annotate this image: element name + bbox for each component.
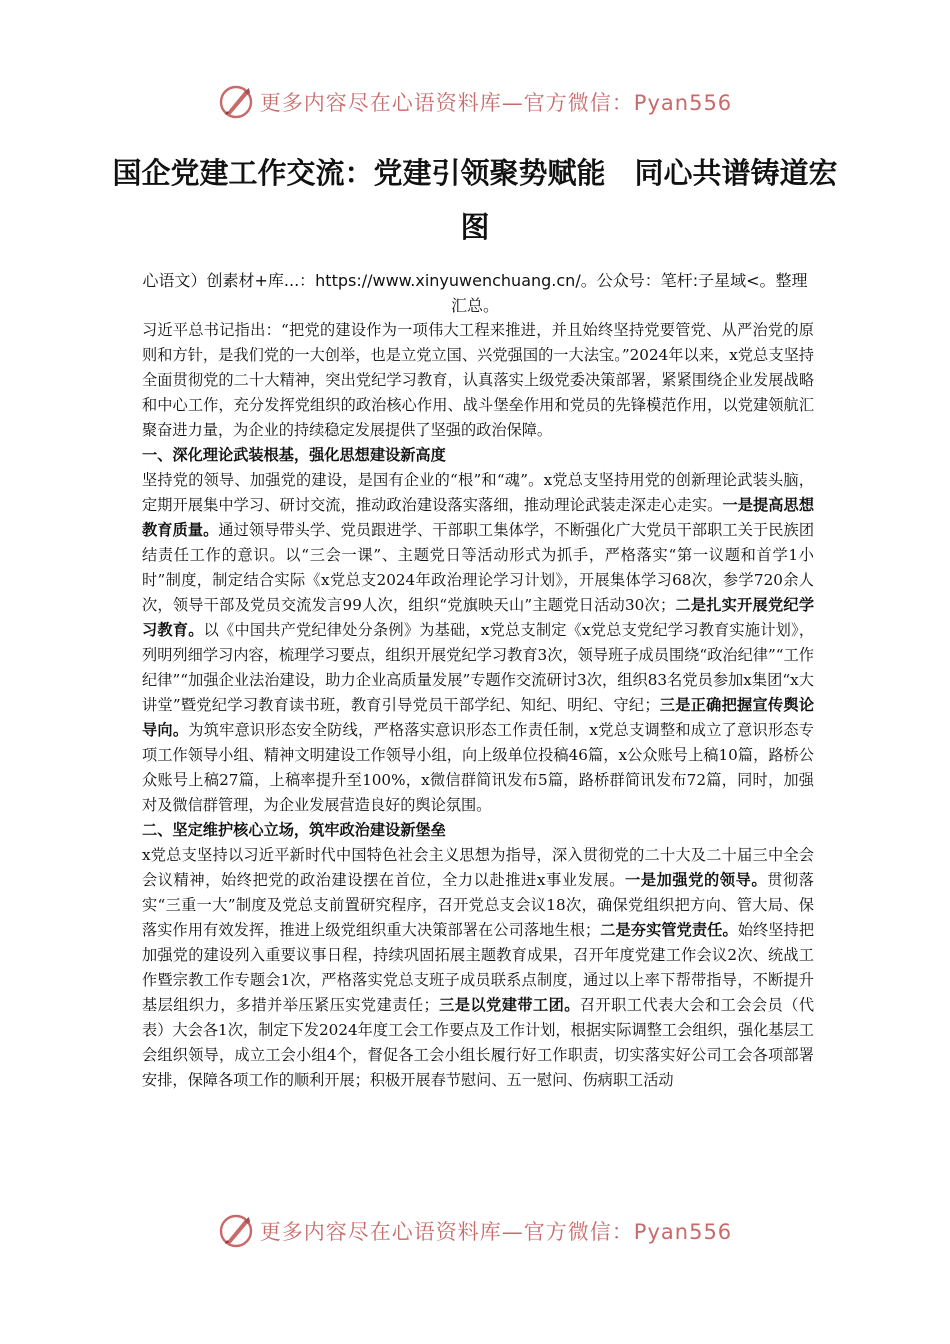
section-2-point-2: 二是夯实管党责任。 — [600, 921, 738, 939]
section-2-text-a: x党总支坚持以习近平新时代中国特色社会主义思想为指导，深入贯彻党的二十大及二十届三中全会会议精神，始终把党的政治建设摆在首位，全力以赴推进x事业发展。 — [142, 846, 814, 889]
quill-pen-circle-icon — [218, 84, 254, 120]
section-1-text-d: 为筑牢意识形态安全防线，严格落实意识形态工作责任制，x党总支调整和成立了意识形态专项工作领导小组、精神文明建设工作领导小组，向上级单位投稿46篇，x公众账号上稿10篇，路桥公众账号上稿27篇，上稿率提升至100%，x微信群简讯发布5篇，路桥群简讯发布72篇，同时，加强对及微信群管理，为企业发展营造良好的舆论氛围。 — [142, 721, 814, 814]
section-2-paragraph — [142, 843, 814, 1093]
watermark-text: 更多内容尽在心语资料库—官方微信：Pyan556 — [259, 91, 733, 115]
section-1-point-2: 二是扎实开展党纪学习教育。 — [142, 596, 815, 639]
watermark-text: 更多内容尽在心语资料库—官方微信：Pyan556 — [259, 1220, 733, 1244]
section-2-text-d: 召开职工代表大会和工会会员（代表）大会各1次，制定下发2024年度工会工作要点及工作计划，根据实际调整工会组织，强化基层工会组织领导，成立工会小组4个，督促各工会小组长履行好工作职责，切实落实好公司工会各项部署安排，保障各项工作的顺利开展；积极开展春节慰问、五一慰问、伤病职工活动 — [142, 996, 815, 1089]
section-2-text-c: 始终坚持把加强党的建设列入重要议事日程，持续巩固拓展主题教育成果，召开年度党建工作会议2次、统战工作暨宗教工作专题会1次，严格落实党总支班子成员联系点制度，通过以上率下帮带指导，不断提升基层组织力，多措并举压紧压实党建责任； — [142, 921, 815, 1014]
section-2-point-1: 一是加强党的领导。 — [625, 871, 768, 889]
document-body — [142, 318, 814, 1093]
section-2-text-b: 贯彻落实“三重一大”制度及党总支前置研究程序，召开党总支会议18次，确保党组织把方向、管大局、保落实作用有效发挥，推进上级党组织重大决策部署在公司落地生根； — [142, 871, 814, 939]
section-2-heading: 二、坚定维护核心立场，筑牢政治建设新堡垒 — [142, 821, 446, 839]
section-1-text-c: 以《中国共产党纪律处分条例》为基础，x党总支制定《x党总支党纪学习教育实施计划》，列明列细学习内容，梳理学习要点，组织开展党纪学习教育3次，领导班子成员围绕“政治纪律”“工作纪律”“加强企业法治建设，助力企业高质量发展”专题作交流研讨3次，组织83名党员参加x集团“x大讲堂”暨党纪学习教育读书班，教育引导党员干部学纪、知纪、明纪、守纪； — [142, 621, 815, 714]
section-1-paragraph — [142, 468, 814, 818]
bottom-watermark-banner — [0, 1207, 950, 1255]
section-1-heading: 一、深化理论武装根基，强化思想建设新高度 — [142, 446, 446, 464]
source-line: 心语文）创素材+库...：https://www.xinyuwenchuang.cn/。公众号：笔杆:子星域<。整理汇总。 — [142, 271, 808, 315]
intro-paragraph: 习近平总书记指出：“把党的建设作为一项伟大工程来推进，并且始终坚持党要管党、从严治党的原则和方针，是我们党的一大创举，也是立党立国、兴党强国的一大法宝。”2024年以来，x党总支坚持全面贯彻党的二十大精神，突出党纪学习教育，认真落实上级党委决策部署，紧紧围绕企业发展战略和中心工作，充分发挥党组织的政治核心作用、战斗堡垒作用和党员的先锋模范作用，以党建领航汇聚奋进力量，为企业的持续稳定发展提供了坚强的政治保障。 — [142, 321, 814, 439]
section-1-point-3: 三是正确把握宣传舆论导向。 — [142, 696, 815, 739]
section-1-point-1: 一是提高思想教育质量。 — [142, 496, 815, 539]
top-watermark-banner — [0, 78, 950, 126]
section-2-point-3: 三是以党建带工团。 — [438, 996, 580, 1014]
section-1-text-a: 坚持党的领导、加强党的建设，是国有企业的“根”和“魂”。x党总支坚持用党的创新理论武装头脑，定期开展集中学习、研讨交流，推动政治建设落实落细，推动理论武装走深走心走实。 — [142, 471, 814, 514]
document-title: 国企党建工作交流：党建引领聚势赋能 同心共谱铸道宏图 — [112, 156, 838, 244]
quill-pen-circle-icon — [218, 1213, 254, 1249]
section-1-text-b: 通过领导带头学、党员跟进学、干部职工集体学，不断强化广大党员干部职工关于民族团结责任工作的意识。以“三会一课”、主题党日等活动形式为抓手，严格落实“第一议题和首学1小时”制度，制定结合实际《x党总支2024年政治理论学习计划》，开展集体学习68次，参学720余人次，领导干部及党员交流发言99人次，组织“党旗映天山”主题党日活动30次； — [142, 521, 815, 614]
